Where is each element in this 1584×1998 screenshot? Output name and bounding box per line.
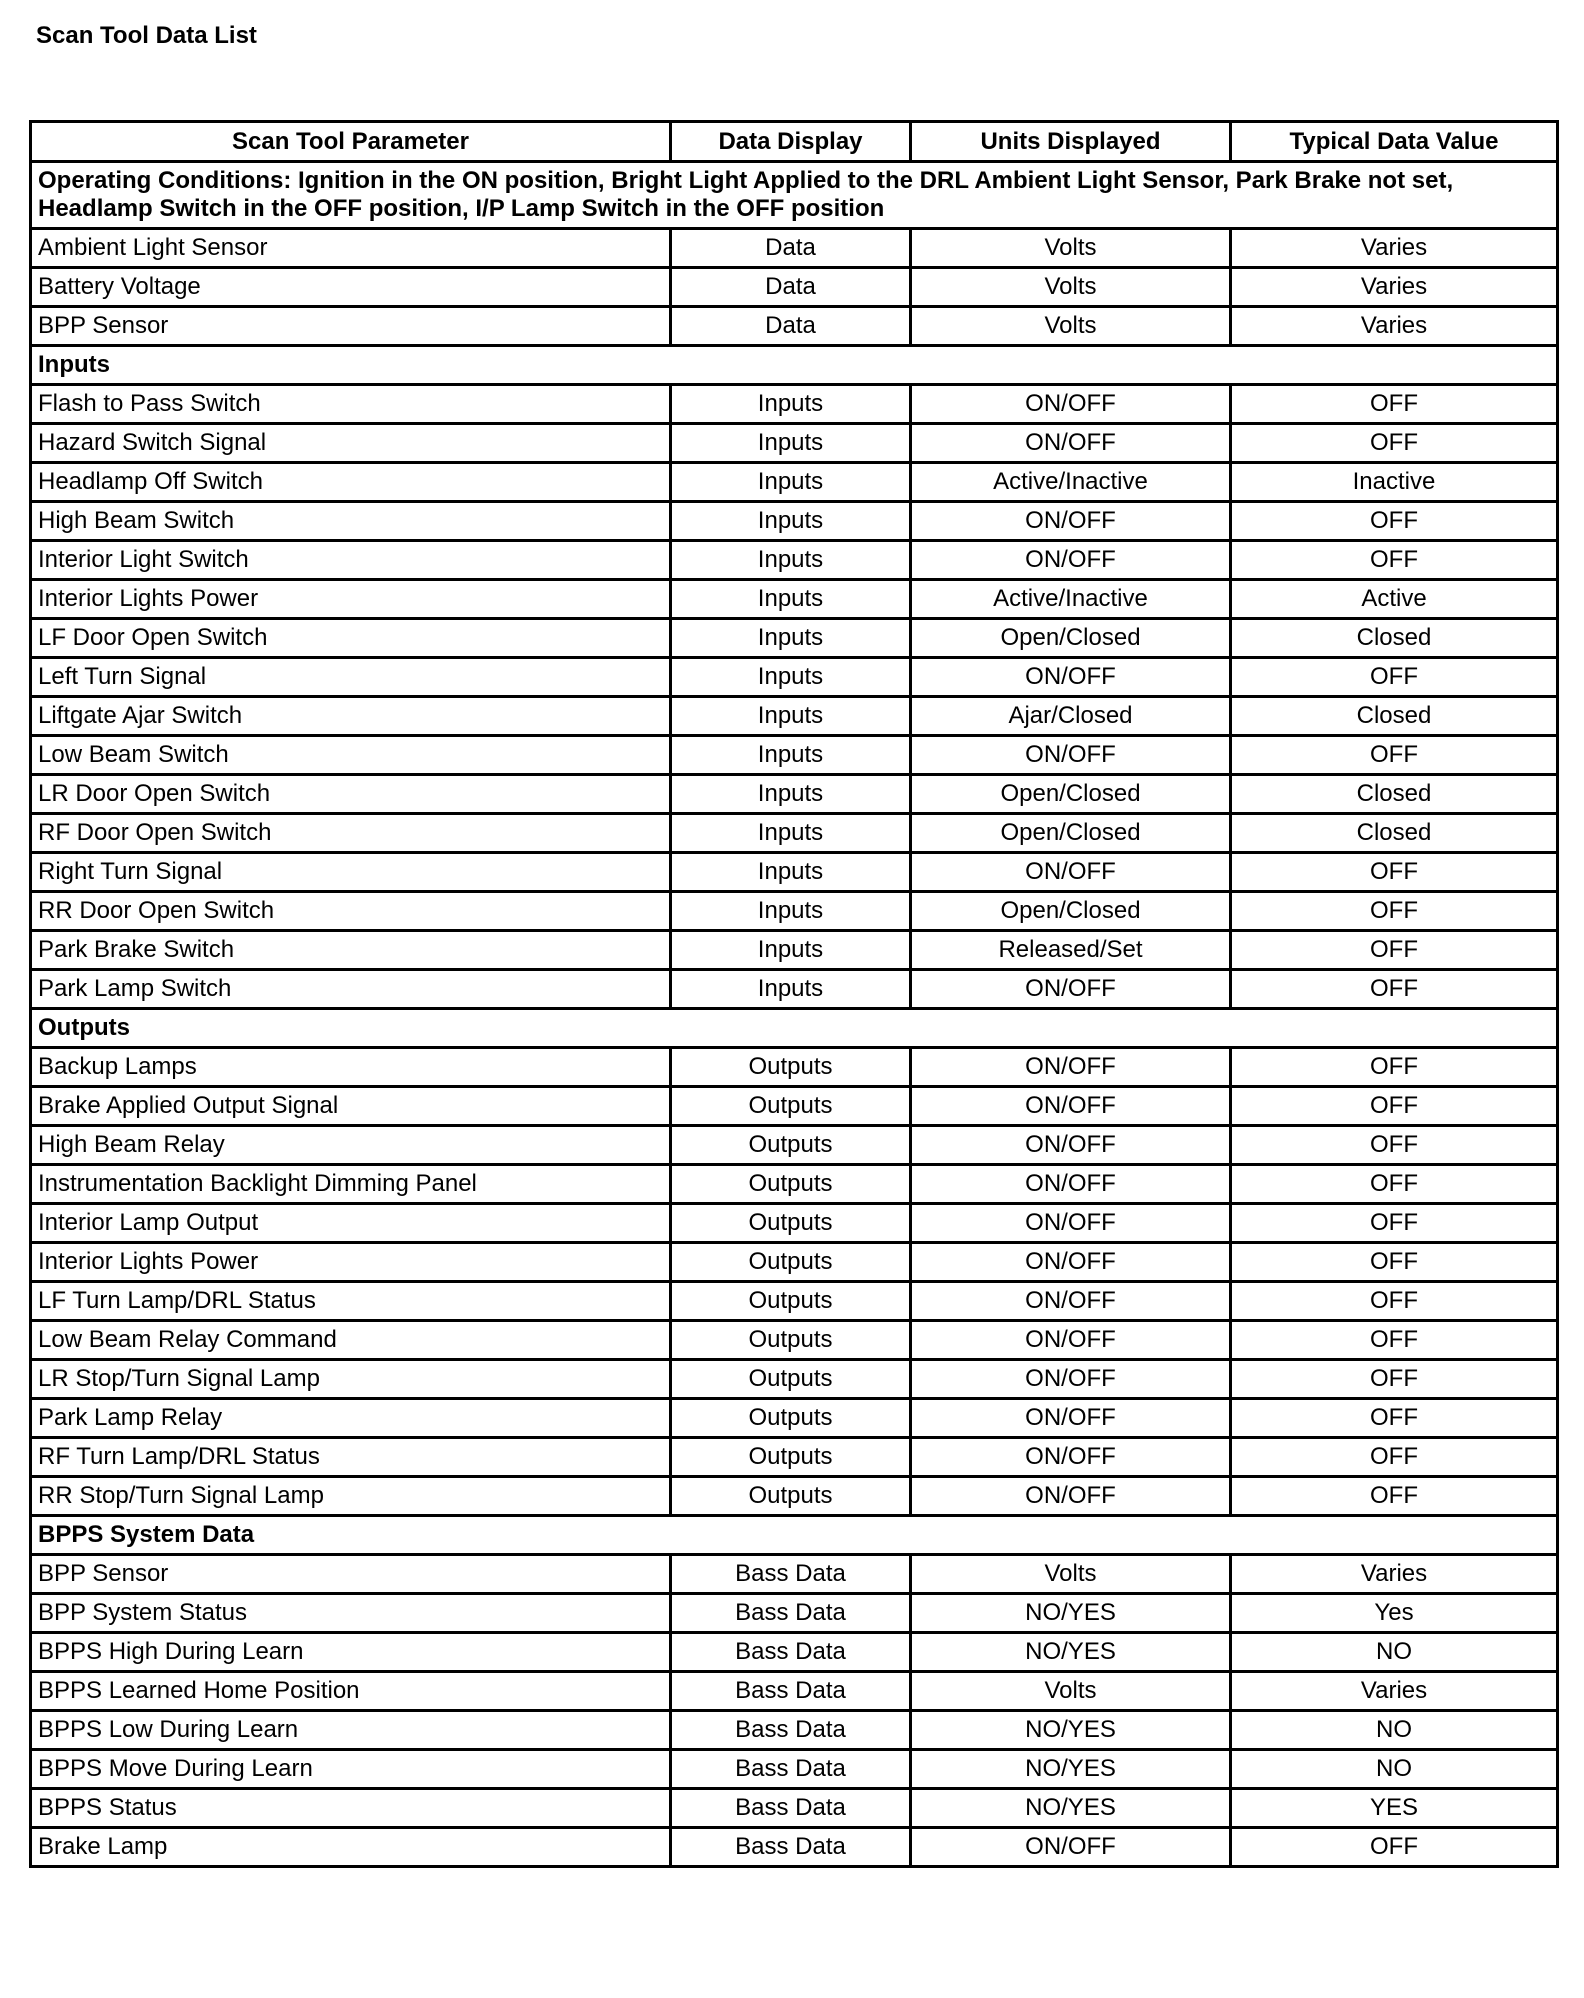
- units-cell: Open/Closed: [911, 892, 1231, 931]
- data-display-cell: Outputs: [671, 1360, 911, 1399]
- data-display-cell: Inputs: [671, 463, 911, 502]
- parameter-cell: High Beam Relay: [31, 1126, 671, 1165]
- table-row: [31, 1282, 1558, 1321]
- typical-value-cell: OFF: [1231, 385, 1558, 424]
- units-cell: ON/OFF: [911, 541, 1231, 580]
- parameter-cell: Headlamp Off Switch: [31, 463, 671, 502]
- parameter-cell: BPP System Status: [31, 1594, 671, 1633]
- data-display-cell: Inputs: [671, 541, 911, 580]
- data-display-cell: Inputs: [671, 580, 911, 619]
- typical-value-cell: NO: [1231, 1711, 1558, 1750]
- table-row: [31, 1438, 1558, 1477]
- operating-conditions: Operating Conditions: Ignition in the ON position, Bright Light Applied to the DRL Ambient Light Sensor, Park Brake not set, Headlamp Switch in the OFF position, I/P Lamp Switch in the OFF position: [31, 162, 1558, 229]
- parameter-cell: High Beam Switch: [31, 502, 671, 541]
- parameter-cell: Brake Applied Output Signal: [31, 1087, 671, 1126]
- table-row: [31, 385, 1558, 424]
- data-display-cell: Inputs: [671, 931, 911, 970]
- typical-value-cell: OFF: [1231, 970, 1558, 1009]
- parameter-cell: LR Stop/Turn Signal Lamp: [31, 1360, 671, 1399]
- table-row: [31, 229, 1558, 268]
- data-display-cell: Inputs: [671, 892, 911, 931]
- parameter-cell: Brake Lamp: [31, 1828, 671, 1867]
- parameter-cell: RR Stop/Turn Signal Lamp: [31, 1477, 671, 1516]
- table-row: [31, 931, 1558, 970]
- table-row: [31, 1633, 1558, 1672]
- data-display-cell: Bass Data: [671, 1672, 911, 1711]
- table-row: [31, 1477, 1558, 1516]
- data-display-cell: Inputs: [671, 697, 911, 736]
- typical-value-cell: Varies: [1231, 307, 1558, 346]
- section-title: Inputs: [31, 346, 1558, 385]
- parameter-cell: Backup Lamps: [31, 1048, 671, 1087]
- units-cell: ON/OFF: [911, 1321, 1231, 1360]
- table-row: [31, 1243, 1558, 1282]
- data-display-cell: Outputs: [671, 1321, 911, 1360]
- units-cell: Ajar/Closed: [911, 697, 1231, 736]
- typical-value-cell: Active: [1231, 580, 1558, 619]
- units-cell: ON/OFF: [911, 1399, 1231, 1438]
- parameter-cell: Hazard Switch Signal: [31, 424, 671, 463]
- table-row: [31, 1204, 1558, 1243]
- units-cell: ON/OFF: [911, 1360, 1231, 1399]
- table-row: [31, 1126, 1558, 1165]
- units-cell: ON/OFF: [911, 1126, 1231, 1165]
- units-cell: ON/OFF: [911, 424, 1231, 463]
- table-row: [31, 1672, 1558, 1711]
- parameter-cell: Interior Lamp Output: [31, 1204, 671, 1243]
- section-title: Outputs: [31, 1009, 1558, 1048]
- parameter-cell: Interior Lights Power: [31, 580, 671, 619]
- table-row: [31, 1087, 1558, 1126]
- typical-value-cell: Varies: [1231, 268, 1558, 307]
- units-cell: Open/Closed: [911, 619, 1231, 658]
- parameter-cell: Interior Light Switch: [31, 541, 671, 580]
- table-row: [31, 658, 1558, 697]
- data-display-cell: Bass Data: [671, 1750, 911, 1789]
- typical-value-cell: Closed: [1231, 619, 1558, 658]
- units-cell: ON/OFF: [911, 1165, 1231, 1204]
- table-row: [31, 502, 1558, 541]
- scan-tool-data-table: [29, 120, 1559, 1868]
- table-row: [31, 697, 1558, 736]
- units-cell: Volts: [911, 268, 1231, 307]
- typical-value-cell: YES: [1231, 1789, 1558, 1828]
- data-display-cell: Inputs: [671, 619, 911, 658]
- data-display-cell: Inputs: [671, 736, 911, 775]
- typical-value-cell: Yes: [1231, 1594, 1558, 1633]
- parameter-cell: BPP Sensor: [31, 307, 671, 346]
- data-display-cell: Data: [671, 268, 911, 307]
- units-cell: Volts: [911, 307, 1231, 346]
- parameter-cell: BPP Sensor: [31, 1555, 671, 1594]
- data-display-cell: Bass Data: [671, 1555, 911, 1594]
- parameter-cell: Left Turn Signal: [31, 658, 671, 697]
- typical-value-cell: Closed: [1231, 697, 1558, 736]
- typical-value-cell: OFF: [1231, 541, 1558, 580]
- parameter-cell: Instrumentation Backlight Dimming Panel: [31, 1165, 671, 1204]
- table-row: [31, 1165, 1558, 1204]
- units-cell: ON/OFF: [911, 1087, 1231, 1126]
- units-cell: Active/Inactive: [911, 580, 1231, 619]
- parameter-cell: BPPS Move During Learn: [31, 1750, 671, 1789]
- data-display-cell: Outputs: [671, 1165, 911, 1204]
- units-cell: Open/Closed: [911, 775, 1231, 814]
- parameter-cell: Interior Lights Power: [31, 1243, 671, 1282]
- data-display-cell: Outputs: [671, 1282, 911, 1321]
- typical-value-cell: OFF: [1231, 424, 1558, 463]
- parameter-cell: Liftgate Ajar Switch: [31, 697, 671, 736]
- units-cell: NO/YES: [911, 1750, 1231, 1789]
- data-display-cell: Inputs: [671, 502, 911, 541]
- units-cell: ON/OFF: [911, 1243, 1231, 1282]
- table-row: [31, 619, 1558, 658]
- typical-value-cell: OFF: [1231, 1477, 1558, 1516]
- typical-value-cell: OFF: [1231, 1204, 1558, 1243]
- table-row: [31, 1750, 1558, 1789]
- data-display-cell: Inputs: [671, 385, 911, 424]
- header-scan-tool-parameter: Scan Tool Parameter: [31, 122, 671, 162]
- units-cell: ON/OFF: [911, 1048, 1231, 1087]
- table-row: [31, 1048, 1558, 1087]
- units-cell: ON/OFF: [911, 853, 1231, 892]
- section-header-row: [31, 1009, 1558, 1048]
- data-display-cell: Inputs: [671, 853, 911, 892]
- units-cell: NO/YES: [911, 1594, 1231, 1633]
- units-cell: ON/OFF: [911, 1828, 1231, 1867]
- typical-value-cell: OFF: [1231, 1438, 1558, 1477]
- parameter-cell: Park Lamp Relay: [31, 1399, 671, 1438]
- data-display-cell: Outputs: [671, 1087, 911, 1126]
- typical-value-cell: OFF: [1231, 502, 1558, 541]
- section-header-row: [31, 1516, 1558, 1555]
- typical-value-cell: OFF: [1231, 1126, 1558, 1165]
- units-cell: ON/OFF: [911, 1438, 1231, 1477]
- data-display-cell: Outputs: [671, 1126, 911, 1165]
- units-cell: Volts: [911, 1672, 1231, 1711]
- data-display-cell: Outputs: [671, 1399, 911, 1438]
- parameter-cell: Park Brake Switch: [31, 931, 671, 970]
- parameter-cell: Flash to Pass Switch: [31, 385, 671, 424]
- data-display-cell: Inputs: [671, 814, 911, 853]
- typical-value-cell: OFF: [1231, 1165, 1558, 1204]
- typical-value-cell: OFF: [1231, 931, 1558, 970]
- units-cell: Active/Inactive: [911, 463, 1231, 502]
- header-data-display: Data Display: [671, 122, 911, 162]
- table-row: [31, 1594, 1558, 1633]
- typical-value-cell: OFF: [1231, 892, 1558, 931]
- section-title: BPPS System Data: [31, 1516, 1558, 1555]
- table-row: [31, 1360, 1558, 1399]
- parameter-cell: Ambient Light Sensor: [31, 229, 671, 268]
- data-display-cell: Data: [671, 307, 911, 346]
- typical-value-cell: NO: [1231, 1750, 1558, 1789]
- data-display-cell: Inputs: [671, 658, 911, 697]
- parameter-cell: Battery Voltage: [31, 268, 671, 307]
- parameter-cell: BPPS Status: [31, 1789, 671, 1828]
- table-row: [31, 892, 1558, 931]
- typical-value-cell: OFF: [1231, 1282, 1558, 1321]
- units-cell: ON/OFF: [911, 1477, 1231, 1516]
- parameter-cell: Park Lamp Switch: [31, 970, 671, 1009]
- units-cell: Volts: [911, 229, 1231, 268]
- data-display-cell: Bass Data: [671, 1633, 911, 1672]
- parameter-cell: Low Beam Relay Command: [31, 1321, 671, 1360]
- units-cell: ON/OFF: [911, 970, 1231, 1009]
- table-row: [31, 541, 1558, 580]
- typical-value-cell: Closed: [1231, 814, 1558, 853]
- data-display-cell: Outputs: [671, 1243, 911, 1282]
- table-row: [31, 424, 1558, 463]
- table-row: [31, 1828, 1558, 1867]
- typical-value-cell: OFF: [1231, 1048, 1558, 1087]
- units-cell: NO/YES: [911, 1789, 1231, 1828]
- table-row: [31, 853, 1558, 892]
- units-cell: ON/OFF: [911, 736, 1231, 775]
- data-display-cell: Bass Data: [671, 1828, 911, 1867]
- units-cell: ON/OFF: [911, 502, 1231, 541]
- header-row: [31, 122, 1558, 162]
- table-row: [31, 1555, 1558, 1594]
- data-display-cell: Outputs: [671, 1204, 911, 1243]
- section-header-row: [31, 346, 1558, 385]
- header-units-displayed: Units Displayed: [911, 122, 1231, 162]
- table-row: [31, 463, 1558, 502]
- data-display-cell: Outputs: [671, 1438, 911, 1477]
- data-display-cell: Inputs: [671, 424, 911, 463]
- units-cell: ON/OFF: [911, 1204, 1231, 1243]
- typical-value-cell: Inactive: [1231, 463, 1558, 502]
- table-row: [31, 736, 1558, 775]
- typical-value-cell: OFF: [1231, 1321, 1558, 1360]
- typical-value-cell: OFF: [1231, 736, 1558, 775]
- typical-value-cell: OFF: [1231, 1828, 1558, 1867]
- data-display-cell: Outputs: [671, 1048, 911, 1087]
- table-row: [31, 1399, 1558, 1438]
- units-cell: Released/Set: [911, 931, 1231, 970]
- table-row: [31, 1321, 1558, 1360]
- typical-value-cell: OFF: [1231, 1360, 1558, 1399]
- data-display-cell: Inputs: [671, 970, 911, 1009]
- parameter-cell: LF Turn Lamp/DRL Status: [31, 1282, 671, 1321]
- units-cell: ON/OFF: [911, 658, 1231, 697]
- typical-value-cell: Closed: [1231, 775, 1558, 814]
- table-row: [31, 1711, 1558, 1750]
- table-row: [31, 1789, 1558, 1828]
- typical-value-cell: OFF: [1231, 658, 1558, 697]
- typical-value-cell: Varies: [1231, 1672, 1558, 1711]
- data-display-cell: Bass Data: [671, 1789, 911, 1828]
- typical-value-cell: Varies: [1231, 229, 1558, 268]
- data-display-cell: Data: [671, 229, 911, 268]
- table-row: [31, 970, 1558, 1009]
- parameter-cell: Right Turn Signal: [31, 853, 671, 892]
- parameter-cell: LR Door Open Switch: [31, 775, 671, 814]
- data-display-cell: Bass Data: [671, 1594, 911, 1633]
- parameter-cell: BPPS Learned Home Position: [31, 1672, 671, 1711]
- typical-value-cell: Varies: [1231, 1555, 1558, 1594]
- table-row: [31, 814, 1558, 853]
- parameter-cell: RF Door Open Switch: [31, 814, 671, 853]
- table-row: [31, 775, 1558, 814]
- parameter-cell: RR Door Open Switch: [31, 892, 671, 931]
- typical-value-cell: OFF: [1231, 1399, 1558, 1438]
- operating-conditions-row: [31, 162, 1558, 229]
- parameter-cell: BPPS Low During Learn: [31, 1711, 671, 1750]
- table-row: [31, 268, 1558, 307]
- units-cell: ON/OFF: [911, 1282, 1231, 1321]
- header-typical-data-value: Typical Data Value: [1231, 122, 1558, 162]
- parameter-cell: LF Door Open Switch: [31, 619, 671, 658]
- units-cell: Open/Closed: [911, 814, 1231, 853]
- table-row: [31, 580, 1558, 619]
- data-display-cell: Outputs: [671, 1477, 911, 1516]
- units-cell: Volts: [911, 1555, 1231, 1594]
- data-display-cell: Inputs: [671, 775, 911, 814]
- page-title: Scan Tool Data List: [36, 22, 257, 49]
- data-display-cell: Bass Data: [671, 1711, 911, 1750]
- units-cell: NO/YES: [911, 1633, 1231, 1672]
- parameter-cell: BPPS High During Learn: [31, 1633, 671, 1672]
- typical-value-cell: NO: [1231, 1633, 1558, 1672]
- parameter-cell: RF Turn Lamp/DRL Status: [31, 1438, 671, 1477]
- typical-value-cell: OFF: [1231, 1243, 1558, 1282]
- units-cell: NO/YES: [911, 1711, 1231, 1750]
- typical-value-cell: OFF: [1231, 853, 1558, 892]
- table-row: [31, 307, 1558, 346]
- units-cell: ON/OFF: [911, 385, 1231, 424]
- parameter-cell: Low Beam Switch: [31, 736, 671, 775]
- typical-value-cell: OFF: [1231, 1087, 1558, 1126]
